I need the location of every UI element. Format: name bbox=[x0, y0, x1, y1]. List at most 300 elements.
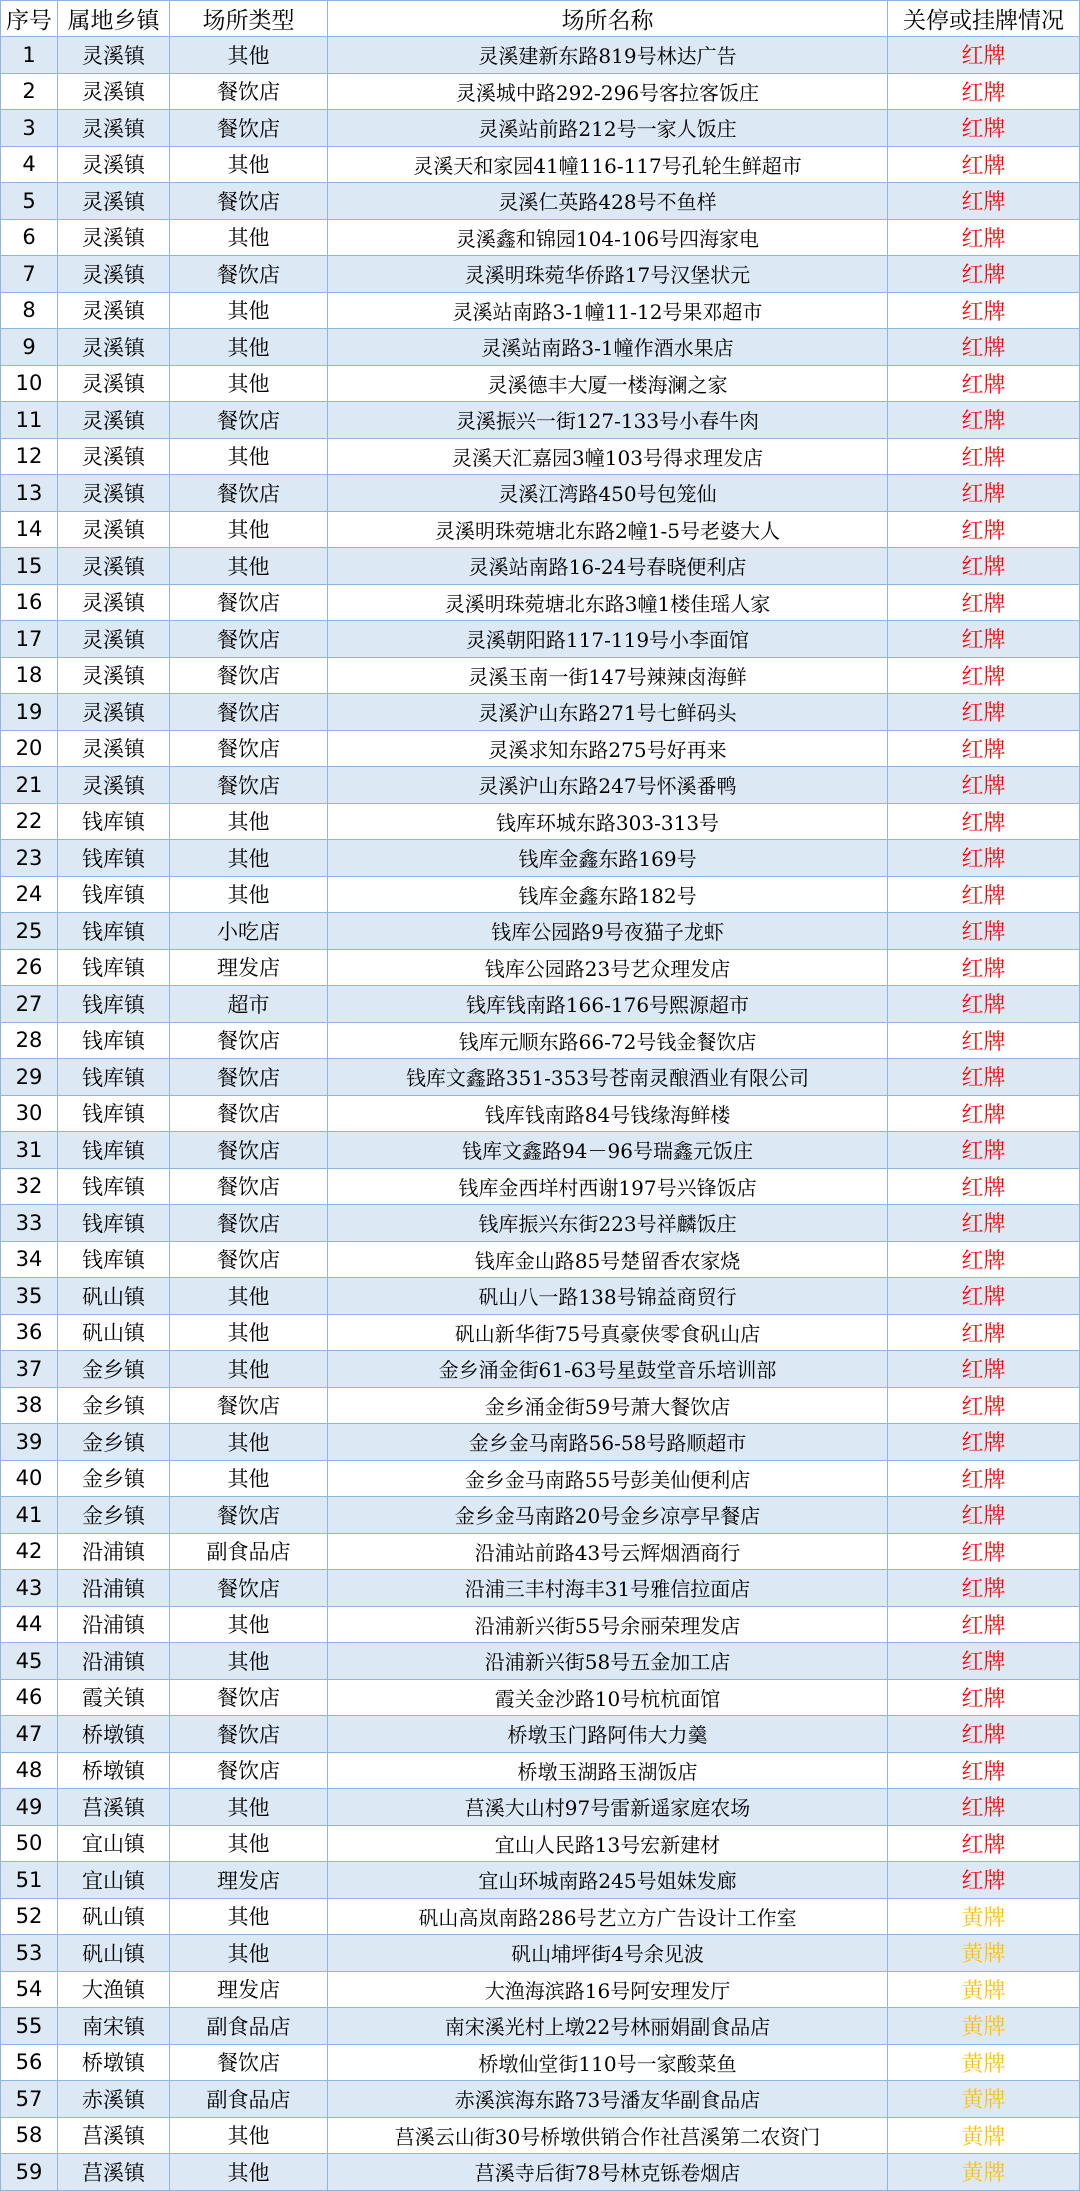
cell-venue-name: 金乡金马南路55号彭美仙便利店 bbox=[328, 1460, 888, 1497]
cell-status: 红牌 bbox=[888, 511, 1080, 548]
cell-venue-type: 餐饮店 bbox=[170, 1095, 328, 1132]
cell-venue-type: 其他 bbox=[170, 1314, 328, 1351]
cell-serial-no: 27 bbox=[1, 986, 58, 1023]
table-row bbox=[1, 803, 1080, 840]
header-row bbox=[1, 1, 1080, 37]
table-row bbox=[1, 110, 1080, 147]
cell-status: 红牌 bbox=[888, 73, 1080, 110]
cell-serial-no: 37 bbox=[1, 1351, 58, 1388]
cell-serial-no: 54 bbox=[1, 1971, 58, 2008]
cell-venue-name: 钱库文鑫路94－96号瑞鑫元饭庄 bbox=[328, 1132, 888, 1169]
cell-venue-name: 钱库环城东路303-313号 bbox=[328, 803, 888, 840]
table-row bbox=[1, 548, 1080, 585]
cell-status: 黄牌 bbox=[888, 1898, 1080, 1935]
cell-status: 红牌 bbox=[888, 1606, 1080, 1643]
cell-status: 红牌 bbox=[888, 475, 1080, 512]
cell-status: 红牌 bbox=[888, 1095, 1080, 1132]
cell-venue-type: 其他 bbox=[170, 1351, 328, 1388]
cell-venue-name: 灵溪站南路16-24号春晓便利店 bbox=[328, 548, 888, 585]
cell-town: 钱库镇 bbox=[58, 1059, 170, 1096]
cell-town: 钱库镇 bbox=[58, 1241, 170, 1278]
cell-serial-no: 56 bbox=[1, 2044, 58, 2081]
cell-venue-name: 沿浦三丰村海丰31号雅信拉面店 bbox=[328, 1570, 888, 1607]
table-row bbox=[1, 2154, 1080, 2191]
cell-venue-type: 其他 bbox=[170, 2154, 328, 2191]
cell-status: 红牌 bbox=[888, 1278, 1080, 1315]
cell-town: 沿浦镇 bbox=[58, 1643, 170, 1680]
cell-venue-name: 沿浦站前路43号云辉烟酒商行 bbox=[328, 1533, 888, 1570]
cell-venue-name: 钱库振兴东街223号祥麟饭庄 bbox=[328, 1205, 888, 1242]
cell-town: 沿浦镇 bbox=[58, 1533, 170, 1570]
cell-status: 红牌 bbox=[888, 621, 1080, 658]
cell-venue-type: 餐饮店 bbox=[170, 1022, 328, 1059]
cell-venue-name: 钱库元顺东路66-72号钱金餐饮店 bbox=[328, 1022, 888, 1059]
cell-venue-type: 餐饮店 bbox=[170, 694, 328, 731]
cell-serial-no: 49 bbox=[1, 1789, 58, 1826]
cell-town: 金乡镇 bbox=[58, 1497, 170, 1534]
cell-serial-no: 3 bbox=[1, 110, 58, 147]
cell-town: 莒溪镇 bbox=[58, 1789, 170, 1826]
cell-town: 灵溪镇 bbox=[58, 694, 170, 731]
cell-town: 灵溪镇 bbox=[58, 475, 170, 512]
cell-venue-name: 矾山高岚南路286号艺立方广告设计工作室 bbox=[328, 1898, 888, 1935]
cell-venue-name: 莒溪寺后街78号林克铄卷烟店 bbox=[328, 2154, 888, 2191]
cell-status: 红牌 bbox=[888, 438, 1080, 475]
cell-serial-no: 38 bbox=[1, 1387, 58, 1424]
cell-status: 红牌 bbox=[888, 876, 1080, 913]
cell-serial-no: 2 bbox=[1, 73, 58, 110]
cell-venue-name: 金乡涌金街61-63号星鼓堂音乐培训部 bbox=[328, 1351, 888, 1388]
cell-venue-type: 餐饮店 bbox=[170, 1387, 328, 1424]
table-row bbox=[1, 73, 1080, 110]
cell-status: 红牌 bbox=[888, 694, 1080, 731]
cell-serial-no: 28 bbox=[1, 1022, 58, 1059]
cell-town: 金乡镇 bbox=[58, 1351, 170, 1388]
cell-serial-no: 50 bbox=[1, 1825, 58, 1862]
cell-venue-name: 灵溪站南路3-1幢11-12号果邓超市 bbox=[328, 292, 888, 329]
cell-venue-name: 矾山八一路138号锦益商贸行 bbox=[328, 1278, 888, 1315]
cell-serial-no: 36 bbox=[1, 1314, 58, 1351]
table-row bbox=[1, 1387, 1080, 1424]
cell-town: 桥墩镇 bbox=[58, 2044, 170, 2081]
cell-venue-name: 矾山新华街75号真豪侠零食矾山店 bbox=[328, 1314, 888, 1351]
cell-venue-name: 灵溪站南路3-1幢作酒水果店 bbox=[328, 329, 888, 366]
cell-venue-type: 其他 bbox=[170, 1606, 328, 1643]
cell-town: 灵溪镇 bbox=[58, 292, 170, 329]
cell-status: 红牌 bbox=[888, 183, 1080, 220]
cell-venue-name: 灵溪玉南一街147号辣辣卤海鲜 bbox=[328, 657, 888, 694]
table-row bbox=[1, 913, 1080, 950]
cell-town: 赤溪镇 bbox=[58, 2081, 170, 2118]
cell-status: 黄牌 bbox=[888, 1935, 1080, 1972]
cell-serial-no: 45 bbox=[1, 1643, 58, 1680]
cell-venue-type: 餐饮店 bbox=[170, 1716, 328, 1753]
cell-serial-no: 9 bbox=[1, 329, 58, 366]
cell-venue-name: 钱库金鑫东路182号 bbox=[328, 876, 888, 913]
cell-status: 黄牌 bbox=[888, 2044, 1080, 2081]
table-row bbox=[1, 1752, 1080, 1789]
cell-town: 金乡镇 bbox=[58, 1460, 170, 1497]
cell-town: 钱库镇 bbox=[58, 840, 170, 877]
cell-serial-no: 25 bbox=[1, 913, 58, 950]
cell-serial-no: 32 bbox=[1, 1168, 58, 1205]
cell-venue-type: 其他 bbox=[170, 219, 328, 256]
cell-venue-name: 灵溪沪山东路247号怀溪番鸭 bbox=[328, 767, 888, 804]
cell-venue-name: 钱库公园路23号艺众理发店 bbox=[328, 949, 888, 986]
cell-status: 红牌 bbox=[888, 1387, 1080, 1424]
cell-status: 红牌 bbox=[888, 767, 1080, 804]
cell-status: 红牌 bbox=[888, 1752, 1080, 1789]
cell-town: 灵溪镇 bbox=[58, 183, 170, 220]
cell-town: 灵溪镇 bbox=[58, 730, 170, 767]
table-row bbox=[1, 1898, 1080, 1935]
cell-venue-name: 灵溪朝阳路117-119号小李面馆 bbox=[328, 621, 888, 658]
header-town: 属地乡镇 bbox=[58, 1, 170, 37]
table-row bbox=[1, 730, 1080, 767]
cell-serial-no: 53 bbox=[1, 1935, 58, 1972]
cell-serial-no: 1 bbox=[1, 37, 58, 74]
cell-town: 钱库镇 bbox=[58, 913, 170, 950]
cell-venue-name: 桥墩玉门路阿伟大力羹 bbox=[328, 1716, 888, 1753]
cell-venue-name: 大渔海滨路16号阿安理发厅 bbox=[328, 1971, 888, 2008]
cell-venue-name: 灵溪求知东路275号好再来 bbox=[328, 730, 888, 767]
cell-venue-type: 餐饮店 bbox=[170, 730, 328, 767]
cell-status: 红牌 bbox=[888, 1643, 1080, 1680]
cell-serial-no: 31 bbox=[1, 1132, 58, 1169]
cell-venue-type: 餐饮店 bbox=[170, 1497, 328, 1534]
cell-serial-no: 41 bbox=[1, 1497, 58, 1534]
table-row bbox=[1, 2044, 1080, 2081]
cell-venue-name: 灵溪建新东路819号林达广告 bbox=[328, 37, 888, 74]
cell-town: 钱库镇 bbox=[58, 949, 170, 986]
table-row bbox=[1, 1971, 1080, 2008]
cell-venue-name: 莒溪云山街30号桥墩供销合作社莒溪第二农资门 bbox=[328, 2117, 888, 2154]
cell-status: 红牌 bbox=[888, 219, 1080, 256]
cell-serial-no: 16 bbox=[1, 584, 58, 621]
table-row bbox=[1, 1789, 1080, 1826]
cell-status: 红牌 bbox=[888, 1862, 1080, 1899]
cell-venue-type: 理发店 bbox=[170, 1862, 328, 1899]
table-row bbox=[1, 1241, 1080, 1278]
cell-venue-name: 灵溪振兴一街127-133号小春牛肉 bbox=[328, 402, 888, 439]
cell-serial-no: 24 bbox=[1, 876, 58, 913]
cell-serial-no: 12 bbox=[1, 438, 58, 475]
table-body bbox=[1, 37, 1080, 2191]
cell-status: 红牌 bbox=[888, 1533, 1080, 1570]
cell-venue-type: 餐饮店 bbox=[170, 110, 328, 147]
cell-serial-no: 23 bbox=[1, 840, 58, 877]
table-row bbox=[1, 1643, 1080, 1680]
table-row bbox=[1, 2117, 1080, 2154]
cell-venue-type: 其他 bbox=[170, 803, 328, 840]
cell-serial-no: 47 bbox=[1, 1716, 58, 1753]
cell-venue-name: 沿浦新兴街55号余丽荣理发店 bbox=[328, 1606, 888, 1643]
cell-town: 金乡镇 bbox=[58, 1424, 170, 1461]
cell-serial-no: 40 bbox=[1, 1460, 58, 1497]
table-row bbox=[1, 37, 1080, 74]
cell-serial-no: 51 bbox=[1, 1862, 58, 1899]
cell-venue-name: 钱库金西垟村西谢197号兴锋饭店 bbox=[328, 1168, 888, 1205]
table-row bbox=[1, 1205, 1080, 1242]
cell-venue-name: 霞关金沙路10号杭杭面馆 bbox=[328, 1679, 888, 1716]
cell-venue-type: 超市 bbox=[170, 986, 328, 1023]
cell-status: 黄牌 bbox=[888, 2008, 1080, 2045]
cell-venue-name: 南宋溪光村上墩22号林丽娟副食品店 bbox=[328, 2008, 888, 2045]
header-venue-type: 场所类型 bbox=[170, 1, 328, 37]
cell-venue-name: 灵溪江湾路450号包笼仙 bbox=[328, 475, 888, 512]
cell-town: 钱库镇 bbox=[58, 803, 170, 840]
table-row bbox=[1, 2008, 1080, 2045]
cell-town: 霞关镇 bbox=[58, 1679, 170, 1716]
cell-town: 矾山镇 bbox=[58, 1314, 170, 1351]
cell-town: 钱库镇 bbox=[58, 1132, 170, 1169]
cell-venue-name: 灵溪德丰大厦一楼海澜之家 bbox=[328, 365, 888, 402]
cell-venue-name: 灵溪天汇嘉园3幢103号得求理发店 bbox=[328, 438, 888, 475]
cell-venue-type: 餐饮店 bbox=[170, 1570, 328, 1607]
cell-serial-no: 46 bbox=[1, 1679, 58, 1716]
cell-venue-name: 莒溪大山村97号雷新遥家庭农场 bbox=[328, 1789, 888, 1826]
cell-serial-no: 5 bbox=[1, 183, 58, 220]
table-row bbox=[1, 1862, 1080, 1899]
cell-status: 红牌 bbox=[888, 1205, 1080, 1242]
cell-venue-type: 其他 bbox=[170, 365, 328, 402]
cell-town: 灵溪镇 bbox=[58, 256, 170, 293]
table-row bbox=[1, 1935, 1080, 1972]
cell-serial-no: 58 bbox=[1, 2117, 58, 2154]
cell-venue-type: 副食品店 bbox=[170, 2008, 328, 2045]
cell-venue-type: 其他 bbox=[170, 511, 328, 548]
cell-venue-name: 钱库文鑫路351-353号苍南灵酿酒业有限公司 bbox=[328, 1059, 888, 1096]
cell-venue-name: 灵溪鑫和锦园104-106号四海家电 bbox=[328, 219, 888, 256]
table-row bbox=[1, 1825, 1080, 1862]
cell-venue-type: 其他 bbox=[170, 840, 328, 877]
cell-serial-no: 8 bbox=[1, 292, 58, 329]
cell-venue-type: 餐饮店 bbox=[170, 767, 328, 804]
cell-venue-name: 沿浦新兴街58号五金加工店 bbox=[328, 1643, 888, 1680]
cell-status: 红牌 bbox=[888, 1424, 1080, 1461]
cell-serial-no: 4 bbox=[1, 146, 58, 183]
cell-town: 钱库镇 bbox=[58, 1205, 170, 1242]
cell-status: 红牌 bbox=[888, 986, 1080, 1023]
cell-venue-type: 餐饮店 bbox=[170, 621, 328, 658]
cell-status: 红牌 bbox=[888, 730, 1080, 767]
cell-town: 莒溪镇 bbox=[58, 2117, 170, 2154]
cell-serial-no: 57 bbox=[1, 2081, 58, 2118]
table-row bbox=[1, 1059, 1080, 1096]
cell-venue-name: 钱库金鑫东路169号 bbox=[328, 840, 888, 877]
header-status: 关停或挂牌情况 bbox=[888, 1, 1080, 37]
cell-town: 灵溪镇 bbox=[58, 110, 170, 147]
header-venue-name: 场所名称 bbox=[328, 1, 888, 37]
cell-venue-type: 其他 bbox=[170, 1460, 328, 1497]
cell-venue-name: 金乡涌金街59号萧大餐饮店 bbox=[328, 1387, 888, 1424]
cell-town: 灵溪镇 bbox=[58, 511, 170, 548]
table-row bbox=[1, 767, 1080, 804]
cell-venue-type: 其他 bbox=[170, 1424, 328, 1461]
cell-town: 大渔镇 bbox=[58, 1971, 170, 2008]
cell-status: 红牌 bbox=[888, 1022, 1080, 1059]
table-row bbox=[1, 1679, 1080, 1716]
table-row bbox=[1, 1716, 1080, 1753]
cell-status: 红牌 bbox=[888, 584, 1080, 621]
cell-status: 红牌 bbox=[888, 1825, 1080, 1862]
cell-venue-type: 其他 bbox=[170, 876, 328, 913]
table-row bbox=[1, 329, 1080, 366]
cell-serial-no: 10 bbox=[1, 365, 58, 402]
header-serial-no: 序号 bbox=[1, 1, 58, 37]
cell-venue-name: 宜山人民路13号宏新建材 bbox=[328, 1825, 888, 1862]
table-row bbox=[1, 1278, 1080, 1315]
cell-venue-type: 餐饮店 bbox=[170, 1679, 328, 1716]
cell-status: 黄牌 bbox=[888, 2081, 1080, 2118]
cell-town: 灵溪镇 bbox=[58, 657, 170, 694]
cell-venue-name: 灵溪站前路212号一家人饭庄 bbox=[328, 110, 888, 147]
table-row bbox=[1, 986, 1080, 1023]
cell-venue-type: 餐饮店 bbox=[170, 2044, 328, 2081]
cell-venue-type: 副食品店 bbox=[170, 2081, 328, 2118]
cell-venue-name: 钱库钱南路84号钱缘海鲜楼 bbox=[328, 1095, 888, 1132]
table-row bbox=[1, 292, 1080, 329]
cell-town: 桥墩镇 bbox=[58, 1752, 170, 1789]
cell-venue-type: 餐饮店 bbox=[170, 1241, 328, 1278]
table-row bbox=[1, 1533, 1080, 1570]
cell-serial-no: 6 bbox=[1, 219, 58, 256]
cell-status: 红牌 bbox=[888, 256, 1080, 293]
cell-venue-name: 钱库公园路9号夜猫子龙虾 bbox=[328, 913, 888, 950]
cell-serial-no: 59 bbox=[1, 2154, 58, 2191]
cell-status: 红牌 bbox=[888, 1059, 1080, 1096]
cell-town: 灵溪镇 bbox=[58, 365, 170, 402]
cell-venue-name: 赤溪滨海东路73号潘友华副食品店 bbox=[328, 2081, 888, 2118]
cell-serial-no: 19 bbox=[1, 694, 58, 731]
table-row bbox=[1, 2081, 1080, 2118]
cell-venue-name: 金乡金马南路56-58号路顺超市 bbox=[328, 1424, 888, 1461]
cell-town: 灵溪镇 bbox=[58, 146, 170, 183]
cell-town: 钱库镇 bbox=[58, 876, 170, 913]
cell-town: 灵溪镇 bbox=[58, 329, 170, 366]
cell-status: 红牌 bbox=[888, 146, 1080, 183]
cell-town: 沿浦镇 bbox=[58, 1606, 170, 1643]
cell-venue-type: 理发店 bbox=[170, 949, 328, 986]
cell-venue-type: 餐饮店 bbox=[170, 584, 328, 621]
table-row bbox=[1, 1132, 1080, 1169]
table-row bbox=[1, 183, 1080, 220]
cell-venue-type: 其他 bbox=[170, 146, 328, 183]
table-row bbox=[1, 840, 1080, 877]
cell-status: 红牌 bbox=[888, 1168, 1080, 1205]
cell-venue-type: 餐饮店 bbox=[170, 73, 328, 110]
cell-town: 矾山镇 bbox=[58, 1898, 170, 1935]
cell-status: 红牌 bbox=[888, 37, 1080, 74]
cell-status: 红牌 bbox=[888, 1570, 1080, 1607]
cell-venue-type: 餐饮店 bbox=[170, 1752, 328, 1789]
cell-venue-name: 桥墩仙堂街110号一家酸菜鱼 bbox=[328, 2044, 888, 2081]
cell-venue-name: 灵溪天和家园41幢116-117号孔轮生鲜超市 bbox=[328, 146, 888, 183]
cell-venue-name: 灵溪明珠菀华侨路17号汉堡状元 bbox=[328, 256, 888, 293]
table-row bbox=[1, 1497, 1080, 1534]
table-row bbox=[1, 1022, 1080, 1059]
cell-status: 红牌 bbox=[888, 548, 1080, 585]
cell-status: 黄牌 bbox=[888, 2154, 1080, 2191]
cell-venue-type: 副食品店 bbox=[170, 1533, 328, 1570]
table-row bbox=[1, 511, 1080, 548]
cell-serial-no: 22 bbox=[1, 803, 58, 840]
cell-status: 红牌 bbox=[888, 329, 1080, 366]
cell-serial-no: 15 bbox=[1, 548, 58, 585]
table-row bbox=[1, 402, 1080, 439]
cell-venue-type: 其他 bbox=[170, 292, 328, 329]
cell-serial-no: 52 bbox=[1, 1898, 58, 1935]
cell-venue-type: 餐饮店 bbox=[170, 1205, 328, 1242]
cell-serial-no: 7 bbox=[1, 256, 58, 293]
table-row bbox=[1, 621, 1080, 658]
cell-town: 灵溪镇 bbox=[58, 548, 170, 585]
cell-status: 红牌 bbox=[888, 949, 1080, 986]
cell-venue-type: 餐饮店 bbox=[170, 1132, 328, 1169]
cell-serial-no: 14 bbox=[1, 511, 58, 548]
table-row bbox=[1, 219, 1080, 256]
table-row bbox=[1, 1314, 1080, 1351]
cell-town: 宜山镇 bbox=[58, 1825, 170, 1862]
cell-town: 钱库镇 bbox=[58, 1168, 170, 1205]
cell-town: 宜山镇 bbox=[58, 1862, 170, 1899]
cell-venue-name: 钱库金山路85号楚留香农家烧 bbox=[328, 1241, 888, 1278]
cell-town: 矾山镇 bbox=[58, 1278, 170, 1315]
cell-town: 灵溪镇 bbox=[58, 37, 170, 74]
cell-town: 灵溪镇 bbox=[58, 438, 170, 475]
cell-serial-no: 17 bbox=[1, 621, 58, 658]
cell-venue-type: 其他 bbox=[170, 1825, 328, 1862]
cell-venue-name: 灵溪明珠菀塘北东路3幢1楼佳瑶人家 bbox=[328, 584, 888, 621]
table-row bbox=[1, 1606, 1080, 1643]
cell-venue-name: 桥墩玉湖路玉湖饭店 bbox=[328, 1752, 888, 1789]
cell-serial-no: 42 bbox=[1, 1533, 58, 1570]
cell-town: 钱库镇 bbox=[58, 986, 170, 1023]
table-row bbox=[1, 657, 1080, 694]
cell-town: 灵溪镇 bbox=[58, 219, 170, 256]
cell-town: 灵溪镇 bbox=[58, 402, 170, 439]
table-row bbox=[1, 1351, 1080, 1388]
cell-venue-type: 餐饮店 bbox=[170, 657, 328, 694]
cell-town: 莒溪镇 bbox=[58, 2154, 170, 2191]
cell-venue-type: 餐饮店 bbox=[170, 402, 328, 439]
cell-venue-type: 餐饮店 bbox=[170, 475, 328, 512]
cell-venue-type: 其他 bbox=[170, 329, 328, 366]
cell-venue-type: 其他 bbox=[170, 1278, 328, 1315]
cell-venue-type: 其他 bbox=[170, 2117, 328, 2154]
cell-town: 矾山镇 bbox=[58, 1935, 170, 1972]
cell-status: 红牌 bbox=[888, 1789, 1080, 1826]
table-row bbox=[1, 146, 1080, 183]
cell-serial-no: 34 bbox=[1, 1241, 58, 1278]
cell-town: 南宋镇 bbox=[58, 2008, 170, 2045]
cell-serial-no: 35 bbox=[1, 1278, 58, 1315]
cell-venue-type: 其他 bbox=[170, 1789, 328, 1826]
cell-status: 红牌 bbox=[888, 402, 1080, 439]
cell-venue-name: 金乡金马南路20号金乡凉亭早餐店 bbox=[328, 1497, 888, 1534]
cell-status: 红牌 bbox=[888, 1497, 1080, 1534]
table-row bbox=[1, 1424, 1080, 1461]
table-row bbox=[1, 584, 1080, 621]
cell-serial-no: 48 bbox=[1, 1752, 58, 1789]
cell-status: 红牌 bbox=[888, 1716, 1080, 1753]
cell-status: 红牌 bbox=[888, 365, 1080, 402]
cell-serial-no: 13 bbox=[1, 475, 58, 512]
cell-status: 红牌 bbox=[888, 1679, 1080, 1716]
cell-venue-type: 小吃店 bbox=[170, 913, 328, 950]
cell-venue-type: 餐饮店 bbox=[170, 1059, 328, 1096]
table-row bbox=[1, 1168, 1080, 1205]
